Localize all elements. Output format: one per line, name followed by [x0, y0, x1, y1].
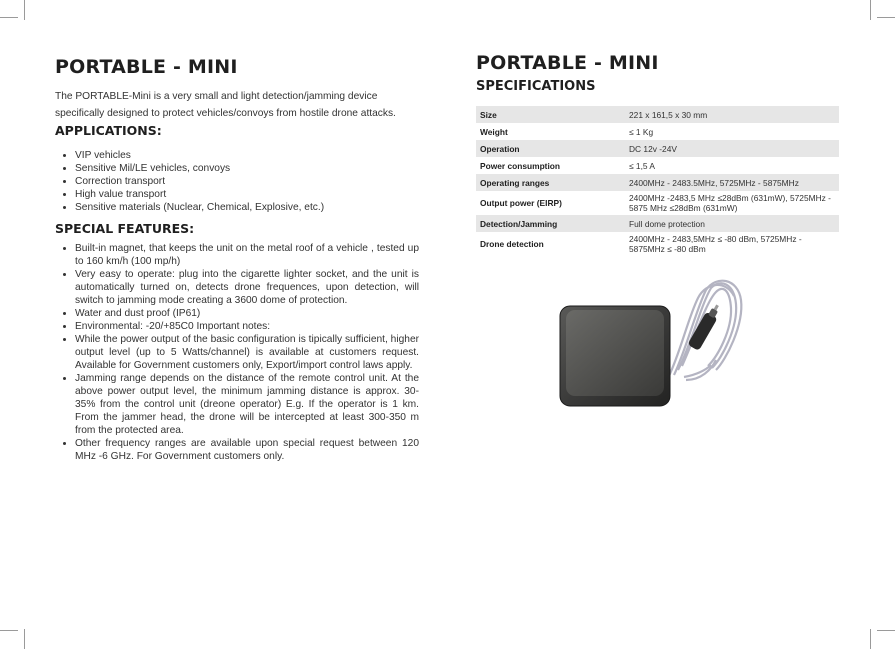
- spec-label: Operation: [476, 140, 625, 157]
- crop-mark: [0, 17, 18, 18]
- spec-label: Detection/Jamming: [476, 215, 625, 232]
- crop-mark: [24, 629, 25, 649]
- crop-mark: [877, 630, 895, 631]
- applications-list: [55, 149, 419, 214]
- spec-label: Weight: [480, 126, 508, 137]
- intro-text: The PORTABLE-Mini is a very small and light detection/jamming device specifically designed to protect vehicles/convoys from hostile drone attacks.: [55, 91, 396, 119]
- list-item: • Environmental: -20/+85C0 Important notes:: [75, 320, 419, 333]
- special-features-heading: SPECIAL FEATURES:: [55, 221, 195, 236]
- list-item: • Jamming range depends on the distance of the remote control unit. At the above power output level, the minimum jamming distance is approx. 30-35% from the control unit (dreone operator) E.g. If the operator is 1 km. From the jammer head, the drone will be intercepted at least 300-350 m from the protected area.: [75, 372, 419, 437]
- list-item: • Correction transport: [75, 175, 419, 188]
- spec-value: 221 x 161,5 x 30 mm: [625, 106, 839, 123]
- spec-label: Power consumption: [480, 160, 561, 171]
- crop-mark: [870, 0, 871, 20]
- table-row: [476, 174, 839, 191]
- applications-heading: APPLICATIONS:: [55, 123, 162, 138]
- table-row: [476, 215, 839, 232]
- crop-mark: [0, 630, 18, 631]
- spec-label: Drone detection: [480, 239, 544, 249]
- spec-label: Operating ranges: [476, 174, 625, 191]
- table-row: [476, 123, 839, 140]
- table-row: [476, 157, 839, 174]
- spec-value: DC 12v -24V: [625, 140, 839, 157]
- left-column: [55, 56, 419, 463]
- specifications-heading: SPECIFICATIONS: [476, 79, 596, 94]
- table-row: [476, 232, 839, 256]
- table-row: [476, 106, 839, 123]
- page-title: PORTABLE - MINI: [55, 56, 238, 78]
- list-item: • High value transport: [75, 188, 419, 201]
- spec-label: Size: [476, 106, 625, 123]
- spec-value: ≤ 1 Kg: [629, 126, 654, 137]
- list-item: • While the power output of the basic configuration is tipically sufficient, higher output level (up to 5 Watts/channel) is available at customers request. Available for Government customers only, Export/import control laws apply.: [75, 333, 419, 372]
- list-item: • Other frequency ranges are available upon special request between 120 MHz -6 GHz. For Government customers only.: [75, 437, 419, 463]
- intro-paragraph: [55, 88, 419, 141]
- list-item: • Sensitive materials (Nuclear, Chemical, Explosive, etc.): [75, 201, 419, 214]
- table-row: [476, 140, 839, 157]
- spec-label: Output power (EIRP): [480, 198, 562, 208]
- spec-value: ≤ 1,5 A: [629, 160, 656, 171]
- device-photo: [556, 270, 746, 410]
- specifications-table: [476, 106, 839, 256]
- spec-page-title: PORTABLE - MINI: [476, 52, 659, 74]
- spec-value: Full dome protection: [625, 215, 839, 232]
- list-item: • Sensitive Mil/LE vehicles, convoys: [75, 162, 419, 175]
- list-item: • Very easy to operate: plug into the cigarette lighter socket, and the unit is automatically turned on, detects drone frequences, upon detection, will switch to jamming mode creating a 3600 dome of protection.: [75, 268, 419, 307]
- crop-mark: [877, 17, 895, 18]
- spec-value: 2400MHz - 2483.5MHz, 5725MHz - 5875MHz: [625, 174, 839, 191]
- right-column: [476, 52, 839, 256]
- special-features-list: [55, 242, 419, 463]
- list-item: • VIP vehicles: [75, 149, 419, 162]
- crop-mark: [870, 629, 871, 649]
- table-row: [476, 191, 839, 215]
- list-item: • Water and dust proof (IP61): [75, 307, 419, 320]
- crop-mark: [24, 0, 25, 20]
- spec-value: 2400MHz -2483,5 MHz ≤28dBm (631mW), 5725MHz - 5875 MHz ≤28dBm (631mW): [629, 193, 831, 213]
- list-item: • Built-in magnet, that keeps the unit on the metal roof of a vehicle , tested up to 160 km/h (100 mp/h): [75, 242, 419, 268]
- spec-value: 2400MHz - 2483,5MHz ≤ -80 dBm, 5725MHz - 5875MHz ≤ -80 dBm: [629, 234, 802, 254]
